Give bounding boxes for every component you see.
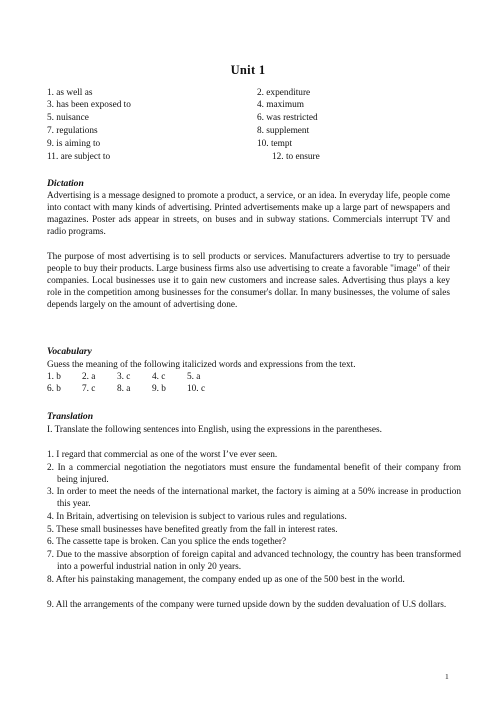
key-item: 10. tempt (257, 139, 293, 149)
translation-sentence: 7. Due to the massive absorption of foreign capital and advanced technology, the country has been transformed into a powerful industrial nation in only 20 years. (47, 550, 461, 573)
translation-heading: Translation (47, 411, 94, 422)
vocab-answer: 2. a (82, 372, 96, 382)
dictation-paragraph-2: The purpose of most advertising is to sell products or services. Manufacturers advertise to try to persuade people to buy their products. Large business firms also use advertising to create a favorable "image" of their companies. Local businesses use it to gain new customers and increase sales. Advertising thus plays a key role in the competition among businesses for the consumer's dollar. In many businesses, the volume of sales depends largely on the amount of advertising done. (47, 252, 450, 311)
key-item: 2. expenditure (257, 88, 311, 98)
key-item: 1. as well as (47, 88, 93, 98)
translation-sentence: 4. In Britain, advertising on television is subject to various rules and regulations. (47, 512, 347, 522)
translation-instruction: I. Translate the following sentences into English, using the expressions in the parentheses. (47, 425, 382, 435)
dictation-heading: Dictation (47, 178, 84, 189)
vocabulary-heading: Vocabulary (47, 346, 92, 357)
vocab-answer: 3. c (117, 372, 131, 382)
vocab-answer: 8. a (117, 384, 131, 394)
vocab-answer: 1. b (47, 372, 61, 382)
key-item: 6. was restricted (257, 113, 318, 123)
vocabulary-instruction: Guess the meaning of the following italicized words and expressions from the text. (47, 360, 356, 370)
vocab-answer: 9. b (152, 384, 166, 394)
vocab-answer: 10. c (187, 384, 206, 394)
translation-sentence: 3. In order to meet the needs of the international market, the factory is aiming at a 50% increase in production this year. (47, 487, 461, 510)
vocab-answer: 5. a (187, 372, 201, 382)
key-item: 5. nuisance (47, 113, 89, 123)
translation-sentence: 1. I regard that commercial as one of the worst I’ve ever seen. (47, 450, 278, 460)
key-item: 3. has been exposed to (47, 100, 131, 110)
key-item: 9. is aiming to (47, 139, 101, 149)
key-item: 7. regulations (47, 126, 98, 136)
unit-title: Unit 1 (230, 63, 266, 77)
key-item: 4. maximum (257, 100, 304, 110)
page-number: 1 (445, 672, 449, 681)
key-item: 8. supplement (257, 126, 310, 136)
vocab-answer: 7. c (82, 384, 96, 394)
vocab-answer: 6. b (47, 384, 61, 394)
dictation-paragraph-1: Advertising is a message designed to promote a product, a service, or an idea. In everyday life, people come into contact with many kinds of advertising. Printed advertisements make up a large part of newspapers and magazines. Poster ads appear in streets, on buses and in subway stations. Commercials interrupt TV and radio programs. (47, 191, 450, 238)
translation-sentence: 8. After his painstaking management, the company ended up as one of the 500 best in the world. (47, 575, 405, 585)
translation-sentence: 2. In a commercial negotiation the negotiators must ensure the fundamental benefit of their company from being injured. (47, 463, 461, 486)
key-item: 11. are subject to (47, 152, 111, 162)
vocab-answer: 4. c (152, 372, 166, 382)
translation-sentence: 6. The cassette tape is broken. Can you splice the ends together? (47, 537, 287, 547)
translation-sentence: 5. These small businesses have benefited greatly from the fall in interest rates. (47, 525, 338, 535)
translation-sentence: 9. All the arrangements of the company were turned upside down by the sudden devaluation of U.S dollars. (47, 600, 447, 610)
key-item: 12. to ensure (272, 152, 320, 162)
